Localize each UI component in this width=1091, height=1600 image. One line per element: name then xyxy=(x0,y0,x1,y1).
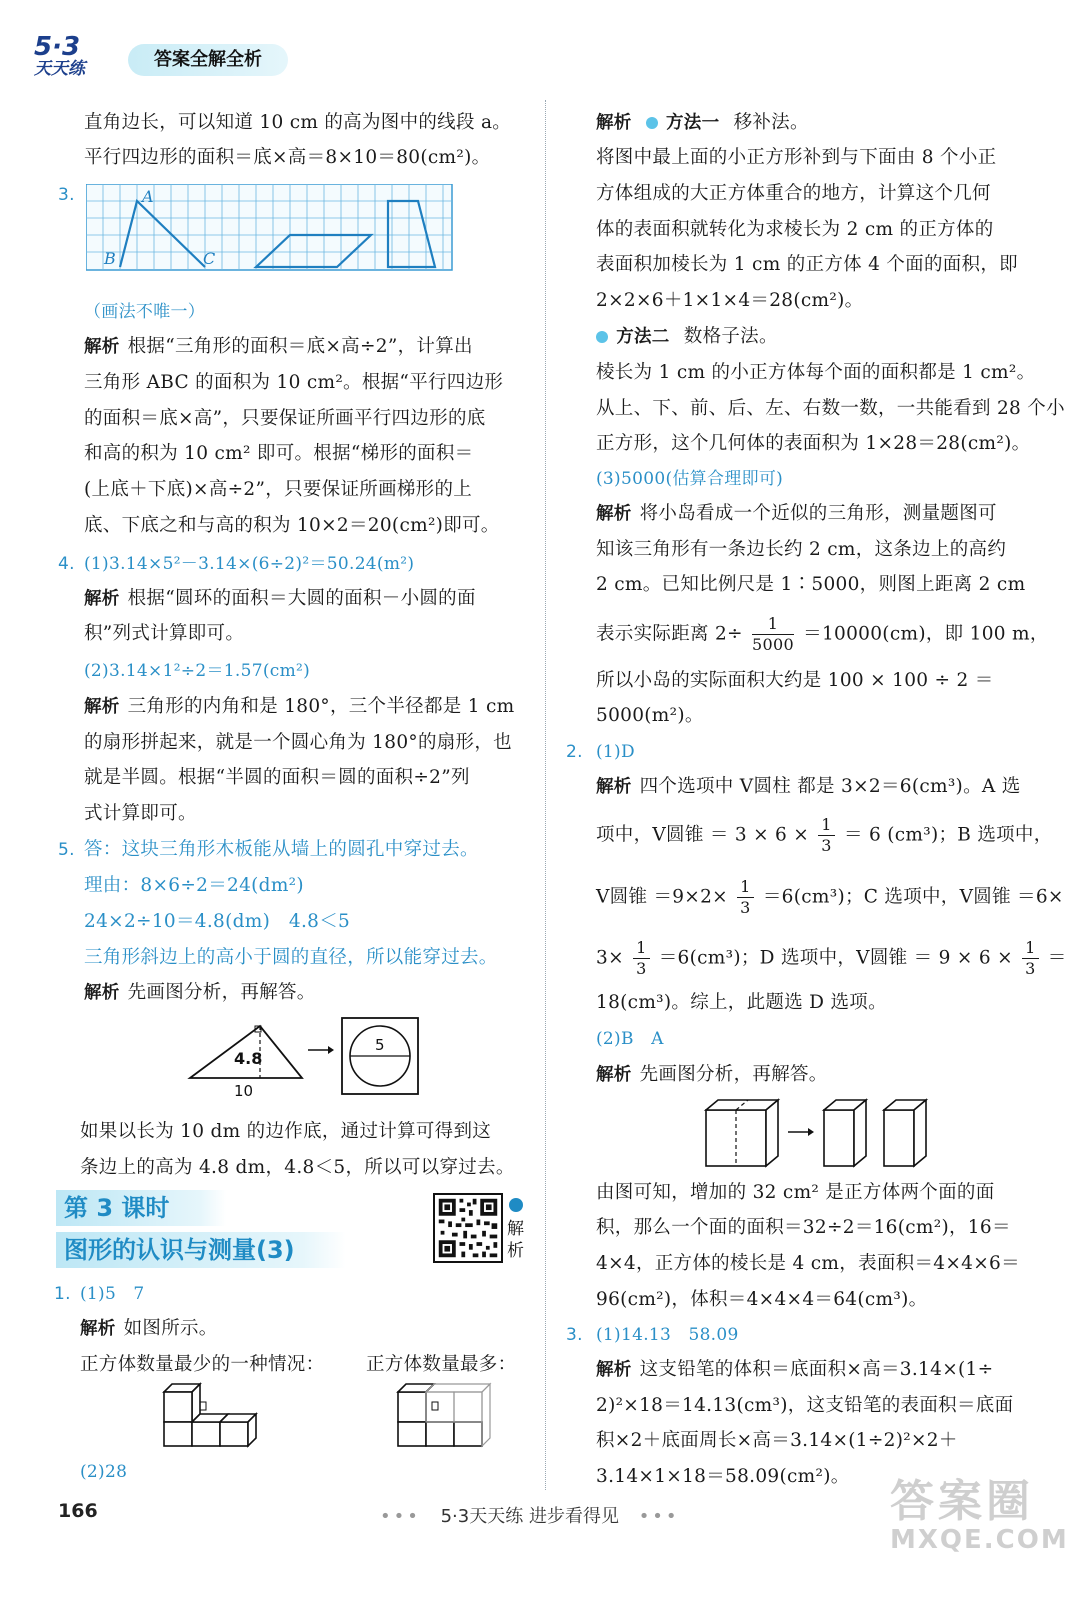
analysis-label: 解析 xyxy=(596,777,632,797)
q4-answer-1: (1)3.14×5²－3.14×(6÷2)²＝50.24(m²) xyxy=(84,554,415,574)
right-line-29: 积×2＋底面周长×高＝3.14×(1÷2)²×2＋ xyxy=(596,1430,958,1451)
right-answer-3: (3)5000(估算合理即可) xyxy=(596,469,784,489)
qr-code[interactable] xyxy=(433,1193,503,1263)
right-line-24: 积，那么一个面的面积＝32÷2＝16(cm²)，16＝ xyxy=(596,1217,1011,1238)
column-divider xyxy=(545,100,546,1490)
q2-number: 2. xyxy=(566,742,583,762)
q3-note: （画法不唯一） xyxy=(84,302,206,322)
right-line-4: 表面积加棱长为 1 cm 的正方体 4 个面的面积，即 xyxy=(596,254,1018,275)
right-line-28: 2)²×18＝14.13(cm³)，这支铅笔的表面积＝底面 xyxy=(596,1395,1014,1416)
method1-name: 移补法。 xyxy=(733,112,809,133)
cube-figure-max xyxy=(394,1380,494,1448)
right-line-30: 3.14×1×18＝58.09(cm²)。 xyxy=(596,1466,850,1487)
right-line-19b: ＝6(cm³)；D 选项中，V圆锥 ＝ 9 × 6 × xyxy=(658,947,1013,969)
analysis-label: 解析 xyxy=(84,589,120,609)
frac-den: 3 xyxy=(821,836,832,855)
right-line-23: 由图可知，增加的 32 cm² 是正方体两个面的面 xyxy=(596,1182,995,1203)
footer-dots-left: ••• xyxy=(380,1506,421,1527)
q3r-number: 3. xyxy=(566,1325,583,1345)
q4-number: 4. xyxy=(58,554,75,574)
right-line-12: 2 cm。已知比例尺是 1∶5000，则图上距离 2 cm xyxy=(596,574,1026,595)
analysis-label: 解析 xyxy=(596,1065,632,1085)
q3-analysis-5: (上底＋下底)×高÷2”，只要保证所画梯形的上 xyxy=(84,479,473,500)
q5-conclusion-2: 条边上的高为 4.8 dm，4.8＜5，所以可以穿过去。 xyxy=(80,1157,515,1178)
watermark-url: MXQE.COM xyxy=(890,1525,1069,1555)
lesson-subtitle: 图形的认识与测量(3) xyxy=(56,1232,346,1268)
analysis-label: 解析 xyxy=(596,113,632,133)
right-line-13b: ＝10000(cm)，即 100 m， xyxy=(803,623,1049,645)
bulb-icon xyxy=(596,331,608,343)
analysis-label: 解析 xyxy=(84,983,120,1003)
qr-label: 解析 xyxy=(507,1219,524,1261)
q5-number: 5. xyxy=(58,840,75,860)
right-line-2: 方体组成的大正方体重合的地方，计算这个几何 xyxy=(596,183,991,204)
lesson-title: 第 3 课时 xyxy=(56,1190,226,1226)
fraction-third xyxy=(737,877,753,918)
watermark xyxy=(890,1478,1069,1554)
q3-analysis-6: 底、下底之和与高的积为 10×2＝20(cm²)即可。 xyxy=(84,515,500,536)
frac-den: 3 xyxy=(740,898,751,917)
q4-analysis-b4: 式计算即可。 xyxy=(84,803,197,824)
footer-dots-right: ••• xyxy=(638,1506,680,1527)
q2-answer-2: (2)B A xyxy=(596,1029,664,1049)
frac-den: 5000 xyxy=(752,635,794,654)
right-line-26: 96(cm²)，体积＝4×4×4＝64(cm³)。 xyxy=(596,1289,928,1310)
right-line-25: 4×4，正方体的棱长是 4 cm，表面积＝4×4×6＝ xyxy=(596,1253,1020,1274)
q1-caption-max: 正方体数量最多： xyxy=(366,1354,517,1375)
q5-reason-2: 24×2÷10＝4.8(dm) 4.8＜5 xyxy=(84,911,351,932)
label-b: B xyxy=(104,249,116,268)
right-line-19a: 3× xyxy=(596,947,624,969)
fig5-base: 10 xyxy=(234,1082,254,1100)
fraction-scale xyxy=(752,614,794,655)
q3-analysis-2: 三角形 ABC 的面积为 10 cm²。根据“平行四边形 xyxy=(84,372,504,393)
q3-analysis-1: 根据“三角形的面积＝底×高÷2”，计算出 xyxy=(127,336,473,357)
fraction-third xyxy=(1022,938,1038,979)
label-c: C xyxy=(203,249,216,268)
q2-answer-1: (1)D xyxy=(596,742,635,762)
q5-analysis-1: 先画图分析，再解答。 xyxy=(127,982,316,1003)
right-line-19c: ＝ xyxy=(1047,947,1067,969)
play-icon[interactable] xyxy=(509,1198,523,1212)
logo-top: 5·3 xyxy=(34,32,81,62)
right-line-5: 2×2×6＋1×1×4＝28(cm²)。 xyxy=(596,290,864,311)
method2-label: 方法二 xyxy=(616,327,670,347)
q4-analysis-b1: 三角形的内角和是 180°，三个半径都是 1 cm xyxy=(127,696,515,717)
left-line-2: 平行四边形的面积＝底×高＝8×10＝80(cm²)。 xyxy=(84,147,491,168)
q3-analysis-3: 的面积＝底×高”，只要保证所画平行四边形的底 xyxy=(84,408,486,429)
bulb-icon xyxy=(646,117,658,129)
q1-answer-2: (2)28 xyxy=(80,1462,128,1482)
method1-label: 方法一 xyxy=(665,113,720,133)
right-line-22: 先画图分析，再解答。 xyxy=(639,1064,828,1085)
analysis-label: 解析 xyxy=(84,697,120,717)
fig5-diameter: 5 xyxy=(375,1036,385,1054)
right-line-16: 四个选项中 V圆柱 都是 3×2＝6(cm³)。A 选 xyxy=(639,776,1021,797)
right-line-27: 这支铅笔的体积＝底面积×高＝3.14×(1÷ xyxy=(639,1359,994,1380)
footer-slogan-text: 5·3天天练 进步看得见 xyxy=(440,1506,619,1527)
footer-slogan xyxy=(380,1502,680,1528)
q3-grid-figure xyxy=(86,184,454,272)
q5-figure xyxy=(184,1016,424,1100)
right-line-1: 将图中最上面的小正方形补到与下面由 8 个小正 xyxy=(596,147,997,168)
q5-conclusion-1: 如果以长为 10 dm 的边作底，通过计算可得到这 xyxy=(80,1121,492,1142)
q4-answer-2: (2)3.14×1²÷2＝1.57(cm²) xyxy=(84,661,311,681)
method2-name: 数格子法。 xyxy=(683,326,778,347)
left-line-1: 直角边长，可以知道 10 cm 的高为图中的线段 a。 xyxy=(84,112,512,133)
analysis-label: 解析 xyxy=(84,337,120,357)
q3-number: 3. xyxy=(58,185,75,205)
q1-number: 1. xyxy=(54,1284,71,1304)
right-line-13a: 表示实际距离 2÷ xyxy=(596,623,743,645)
q1-answer: (1)5 7 xyxy=(80,1284,145,1304)
brand-logo xyxy=(34,34,126,84)
right-line-20: 18(cm³)。综上，此题选 D 选项。 xyxy=(596,992,887,1013)
label-a: A xyxy=(142,187,154,206)
q4-analysis-b3: 就是半圆。根据“半圆的面积＝圆的面积÷2”列 xyxy=(84,767,470,788)
right-line-6: 棱长为 1 cm 的小正方体每个面的面积都是 1 cm²。 xyxy=(596,362,1036,383)
right-line-11: 知该三角形有一条边长约 2 cm，这条边上的高约 xyxy=(596,539,1007,560)
q4-analysis-b2: 的扇形拼起来，就是一个圆心角为 180°的扇形，也 xyxy=(84,732,512,753)
q4-analysis-2: 积”列式计算即可。 xyxy=(84,623,245,644)
q1-caption-min: 正方体数量最少的一种情况： xyxy=(80,1354,325,1375)
right-line-17b: ＝ 6 (cm³)；B 选项中， xyxy=(843,824,1053,846)
analysis-label: 解析 xyxy=(80,1319,116,1339)
frac-num: 1 xyxy=(737,877,753,898)
watermark-text: 答案圈 xyxy=(890,1476,1034,1527)
analysis-label: 解析 xyxy=(596,1360,632,1380)
fig5-height: 4.8 xyxy=(234,1049,263,1068)
q5-reason-3: 三角形斜边上的高小于圆的直径，所以能穿过去。 xyxy=(84,947,498,968)
cuboid-figure xyxy=(702,1096,930,1172)
q1-analysis-1: 如图所示。 xyxy=(123,1318,218,1339)
right-line-18a: V圆锥 ＝9×2× xyxy=(596,886,728,908)
q5-reason-1: 理由：8×6÷2＝24(dm²) xyxy=(84,875,304,896)
logo-bottom: 天天练 xyxy=(34,59,85,79)
frac-num: 1 xyxy=(752,614,794,635)
right-line-14: 所以小岛的实际面积大约是 100 × 100 ÷ 2 ＝ xyxy=(596,670,994,691)
right-line-15: 5000(m²)。 xyxy=(596,705,704,726)
page-number: 166 xyxy=(58,1500,98,1522)
q3r-answer: (1)14.13 58.09 xyxy=(596,1325,739,1345)
right-line-7: 从上、下、前、后、左、右数一数，一共能看到 28 个小 xyxy=(596,398,1065,419)
right-line-17a: 项中，V圆锥 ＝ 3 × 6 × xyxy=(596,824,810,846)
frac-den: 3 xyxy=(636,959,647,978)
right-line-18b: ＝6(cm³)；C 选项中，V圆锥 ＝6× xyxy=(762,886,1064,908)
right-line-8: 正方形，这个几何体的表面积为 1×28＝28(cm²)。 xyxy=(596,433,1031,454)
frac-num: 1 xyxy=(1022,938,1038,959)
q4-analysis-1: 根据“圆环的面积＝大圆的面积－小圆的面 xyxy=(127,588,476,609)
header-title: 答案全解全析 xyxy=(128,44,288,76)
right-line-3: 体的表面积就转化为求棱长为 2 cm 的正方体的 xyxy=(596,219,994,240)
frac-num: 1 xyxy=(818,815,834,836)
analysis-label: 解析 xyxy=(596,504,632,524)
fraction-third xyxy=(818,815,834,856)
fraction-third xyxy=(633,938,649,979)
right-line-10: 将小岛看成一个近似的三角形，测量题图可 xyxy=(639,503,997,524)
cube-figure-min xyxy=(160,1380,264,1448)
frac-num: 1 xyxy=(633,938,649,959)
frac-den: 3 xyxy=(1025,959,1036,978)
q3-analysis-4: 和高的积为 10 cm² 即可。根据“梯形的面积＝ xyxy=(84,443,474,464)
q5-answer: 答：这块三角形木板能从墙上的圆孔中穿过去。 xyxy=(84,839,479,860)
